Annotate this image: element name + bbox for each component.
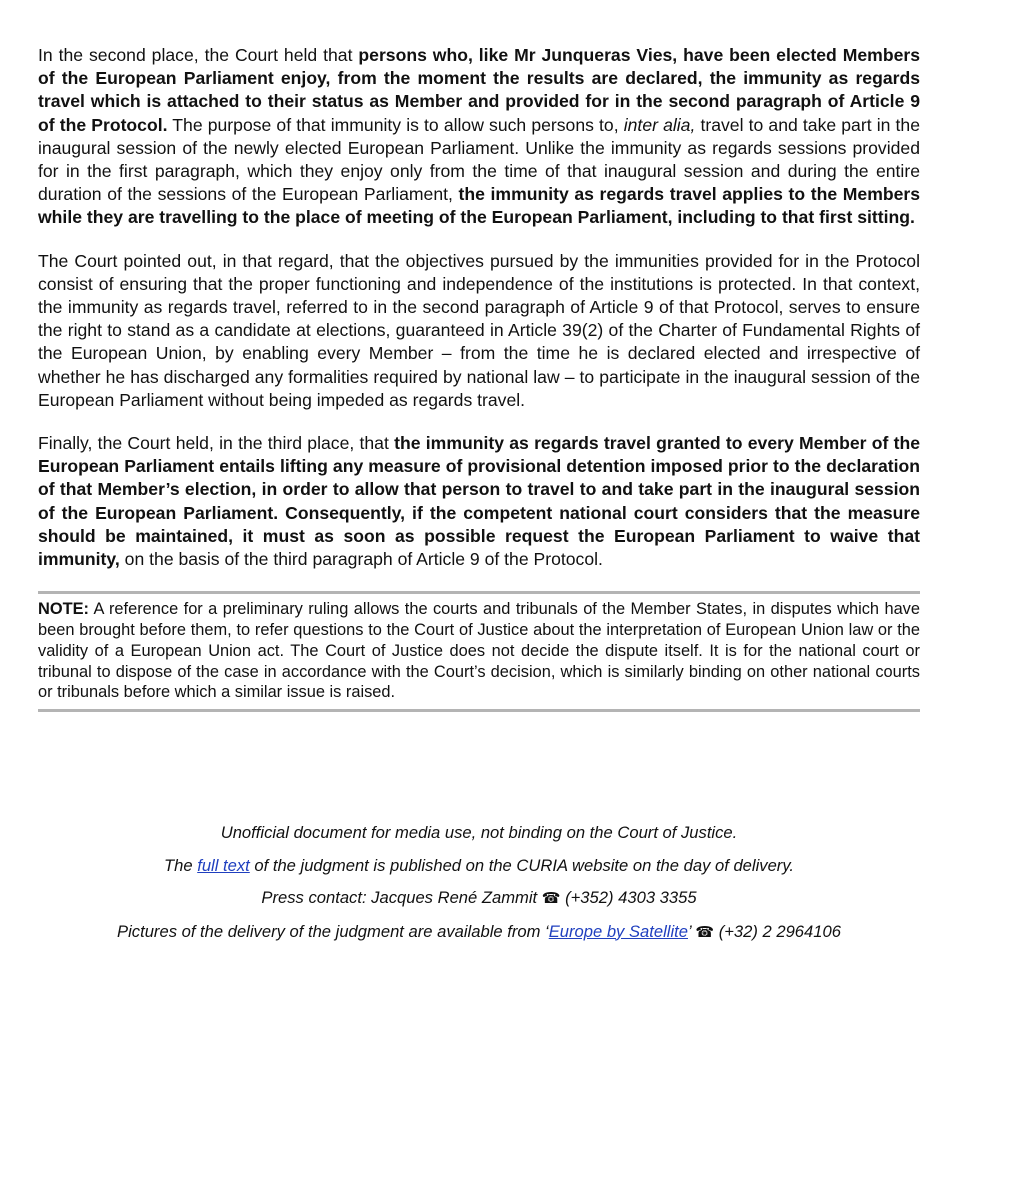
p1-intro: In the second place, the Court held that <box>38 45 359 65</box>
footer-line4-mid: ’ <box>688 921 696 941</box>
p3-bold-holding: the immunity as regards travel granted to every Member of the European Parliament entails lifting any measure of provisional detention imposed prior to the declaration of that Member’s election, in order to allow that person to travel to and take part in the inaugural session of the European Parliament. Consequently, if the competent national court considers that the measure should be maintained, it must as soon as possible request the European Parliament to waive that immunity, <box>38 433 920 570</box>
phone-icon: ☎ <box>695 923 715 941</box>
note-text <box>38 599 920 703</box>
note-body: A reference for a preliminary ruling allows the courts and tribunals of the Member States, in disputes which have been brought before them, to refer questions to the Court of Justice about the interpretation of European Union law or the validity of a European Union act. The Court of Justice does not decide the dispute itself. It is for the national court or tribunal to dispose of the case in accordance with the Court’s decision, which is similarly binding on other national courts or tribunals before which a similar issue is raised. <box>38 600 920 702</box>
note-box <box>38 591 920 712</box>
p1-purpose: The purpose of that immunity is to allow such persons to, <box>167 114 624 135</box>
p1-bold-travel: the immunity as regards travel applies to the Members while they are travelling to the place of meeting of the European Parliament, including to that first sitting. <box>38 184 920 228</box>
footer-line4-post: (+32) 2 2964106 <box>714 921 841 941</box>
footer-disclaimer: Unofficial document for media use, not binding on the Court of Justice. <box>220 823 738 842</box>
p1-bold-holding: persons who, like Mr Junqueras Vies, have been elected Members of the European Parliament enjoy, from the moment the results are declared, the immunity as regards travel which is attached to their status as Member and provided for in the second paragraph of Article 9 of the Protocol. <box>38 45 920 135</box>
press-footer <box>38 822 920 954</box>
footer-line3-post: (+352) 4303 3355 <box>560 888 697 907</box>
footer-line3-pre: Press contact: Jacques René Zammit <box>261 888 542 907</box>
footer-line4-pre: Pictures of the delivery of the judgment are available from ‘ <box>117 921 549 941</box>
paragraph-objectives <box>38 250 920 412</box>
footer-pictures-line <box>38 921 920 944</box>
phone-icon: ☎ <box>541 890 561 907</box>
full-text-link[interactable]: full text <box>197 855 250 875</box>
footer-full-text-line <box>38 855 920 877</box>
p1-inter-alia: inter alia, <box>623 114 696 135</box>
europe-by-satellite-link[interactable]: Europe by Satellite <box>548 921 688 941</box>
p2-text: The Court pointed out, in that regard, that the objectives pursued by the immunities provided for in the Protocol consist of ensuring that the proper functioning and independence of the institutions is protected. In that context, the immunity as regards travel, referred to in the second paragraph of Article 9 of that Protocol, serves to ensure the right to stand as a candidate at elections, guaranteed in Article 39(2) of the Charter of Fundamental Rights of the European Union, by enabling every Member – from the time he is declared elected and irrespective of whether he has discharged any formalities required by national law – to participate in the inaugural session of the European Parliament without being impeded as regards travel. <box>38 250 920 410</box>
footer-line2-post: of the judgment is published on the CURIA website on the day of delivery. <box>249 855 794 875</box>
footer-press-contact <box>38 887 920 910</box>
p3-intro: Finally, the Court held, in the third place, that <box>38 433 395 454</box>
paragraph-second-place <box>38 44 920 230</box>
p3-closing: on the basis of the third paragraph of Article 9 of the Protocol. <box>119 549 603 570</box>
document-page <box>38 44 920 712</box>
note-label: NOTE: <box>38 600 89 619</box>
paragraph-third-place <box>38 432 920 571</box>
p1-unlike: travel to and take part in the inaugural session of the newly elected European Parliament. Unlike the immunity as regards sessions provided for in the first paragraph, which they enjoy only from the time of that inaugural session and during the entire duration of the sessions of the European Parliament, <box>38 114 920 205</box>
footer-line2-pre: The <box>163 855 198 875</box>
